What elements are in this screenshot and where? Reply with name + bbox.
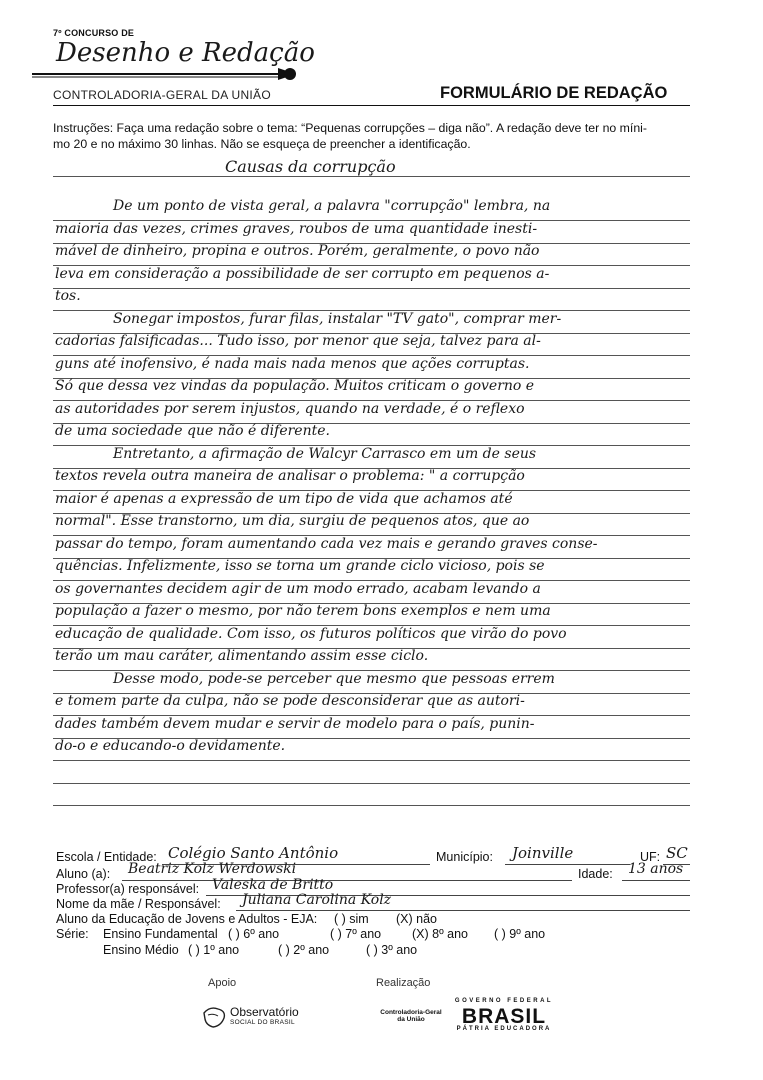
realizacao-label: Realização — [376, 977, 431, 989]
essay-line: maioria das vezes, crimes graves, roubos de uma quantidade inesti- — [55, 220, 538, 237]
essay-line: maior é apenas a expressão de um tipo de vida que achamos até — [55, 490, 513, 507]
essay-line: tos. — [55, 288, 81, 304]
city-underline — [505, 864, 630, 865]
contest-label: 7º CONCURSO DE — [53, 28, 135, 38]
essay-line: as autoridades por serem injustos, quando na verdade, é o reflexo — [55, 400, 525, 417]
mother-value: Juliana Carolina Kolz — [242, 892, 392, 908]
ruled-line — [53, 288, 690, 289]
medio-1-checkbox[interactable]: ( ) 1º ano — [188, 943, 240, 957]
fundamental-6-checkbox[interactable]: ( ) 6º ano — [228, 927, 280, 941]
essay-line: de uma sociedade que não é diferente. — [55, 423, 330, 439]
school-value: Colégio Santo Antônio — [168, 844, 339, 862]
essay-line: Desse modo, pode-se perceber que mesmo que pessoas errem — [113, 670, 555, 687]
eja-label: Aluno da Educação de Jovens e Adultos - EJA: — [56, 912, 318, 926]
ruled-line — [53, 783, 690, 784]
brand-logo — [28, 38, 315, 88]
ruled-line — [53, 176, 690, 177]
essay-line: terão um mau caráter, alimentando assim esse ciclo. — [55, 648, 429, 664]
mother-underline — [236, 910, 690, 911]
fundamental-7-checkbox[interactable]: ( ) 7º ano — [330, 927, 382, 941]
essay-line: De um ponto de vista geral, a palavra "corrupção" lembra, na — [113, 198, 551, 214]
brand-title: Desenho e Redação — [56, 38, 315, 68]
uf-label: UF: — [640, 850, 661, 864]
eja-sim-checkbox[interactable]: ( ) sim — [334, 912, 369, 926]
cgu-name-line-1: Controladoria-Geral — [380, 1009, 442, 1016]
medio-2-checkbox[interactable]: ( ) 2º ano — [278, 943, 330, 957]
eja-nao-checkbox[interactable]: (X) não — [396, 912, 437, 926]
essay-line: quências. Infelizmente, isso se torna um grande ciclo vicioso, pois se — [55, 558, 545, 574]
serie-label: Série: — [56, 927, 89, 941]
student-underline — [122, 880, 572, 881]
cgu-name-line-2: da União — [397, 1016, 425, 1023]
essay-line: Só que dessa vez vindas da população. Muitos criticam o governo e — [55, 378, 535, 394]
medio-label: Ensino Médio — [103, 943, 179, 957]
essay-line: dades também devem mudar e servir de modelo para o país, punin- — [55, 715, 535, 732]
observatorio-logo — [200, 1003, 310, 1031]
essay-line: textos revela outra maneira de analisar o problema: " a corrupção — [55, 468, 525, 484]
essay-line: normal". Esse transtorno, um dia, surgiu de pequenos atos, que ao — [55, 513, 530, 529]
form-title: FORMULÁRIO DE REDAÇÃO — [440, 84, 668, 102]
instructions-line-2: mo 20 e no máximo 30 linhas. Não se esqueça de preencher a identificação. — [53, 137, 471, 151]
essay-line: mável de dinheiro, propina e outros. Porém, geralmente, o povo não — [55, 243, 540, 259]
gov-bottom-text: PÁTRIA EDUCADORA — [456, 1026, 552, 1032]
city-value: Joinville — [512, 844, 574, 862]
teacher-value: Valeska de Britto — [212, 877, 334, 893]
agency-name: CONTROLADORIA-GERAL DA UNIÃO — [53, 88, 271, 102]
student-label: Aluno (a): — [56, 867, 111, 881]
ruled-line — [53, 760, 690, 761]
brasil-wordmark: BRASIL — [461, 1005, 547, 1028]
essay-line: e tomem parte da culpa, não se pode desconsiderar que as autori- — [55, 693, 525, 709]
essay-line: educação de qualidade. Com isso, os futuros políticos que virão do povo — [55, 625, 567, 642]
gov-top-text: GOVERNO FEDERAL — [454, 998, 554, 1004]
header-rule — [53, 105, 690, 106]
observatorio-subtitle: SOCIAL DO BRASIL — [230, 1019, 295, 1026]
essay-line: cadorias falsificadas... Tudo isso, por menor que seja, talvez para al- — [55, 333, 541, 349]
medio-3-checkbox[interactable]: ( ) 3º ano — [366, 943, 418, 957]
brazil-map-icon — [200, 1005, 228, 1029]
age-underline — [622, 880, 690, 881]
teacher-label: Professor(a) responsável: — [56, 882, 200, 896]
fundamental-9-checkbox[interactable]: ( ) 9º ano — [494, 927, 546, 941]
essay-line: os governantes decidem agir de um modo errado, acabam levando a — [55, 580, 541, 597]
age-label: Idade: — [578, 867, 613, 881]
observatorio-name: Observatório — [230, 1005, 299, 1019]
essay-line: do-o e educando-o devidamente. — [55, 738, 286, 754]
essay-line: passar do tempo, foram aumentando cada vez mais e gerando graves conse- — [55, 535, 598, 552]
ruled-line — [53, 805, 690, 806]
student-value: Beatriz Kolz Werdowski — [128, 861, 297, 877]
essay-line: guns até inofensivo, é nada mais nada menos que ações corruptas. — [55, 355, 530, 372]
essay-line: população a fazer o mesmo, por não terem bons exemplos e nem uma — [55, 603, 551, 619]
age-value: 13 anos — [628, 861, 684, 877]
essay-line: Entretanto, a afirmação de Walcyr Carrasco em um de seus — [113, 445, 537, 462]
essay-line: leva em consideração a possibilidade de ser corrupto em pequenos a- — [55, 265, 550, 282]
apoio-label: Apoio — [208, 977, 237, 989]
uf-value: SC — [666, 844, 688, 862]
essay-line: Sonegar impostos, furar filas, instalar "TV gato", comprar mer- — [113, 310, 562, 327]
city-label: Município: — [436, 850, 493, 864]
school-label: Escola / Entidade: — [56, 850, 157, 864]
mother-label: Nome da mãe / Responsável: — [56, 897, 221, 911]
instructions-line-1: Instruções: Faça uma redação sobre o tema: “Pequenas corrupções – diga não”. A redação deve ter no míni- — [53, 121, 648, 135]
fundamental-label: Ensino Fundamental — [103, 927, 218, 941]
cgu-logo — [378, 1009, 444, 1029]
fundamental-8-checkbox[interactable]: (X) 8º ano — [412, 927, 468, 941]
governo-federal-logo — [452, 998, 556, 1034]
essay-title: Causas da corrupção — [225, 157, 396, 176]
